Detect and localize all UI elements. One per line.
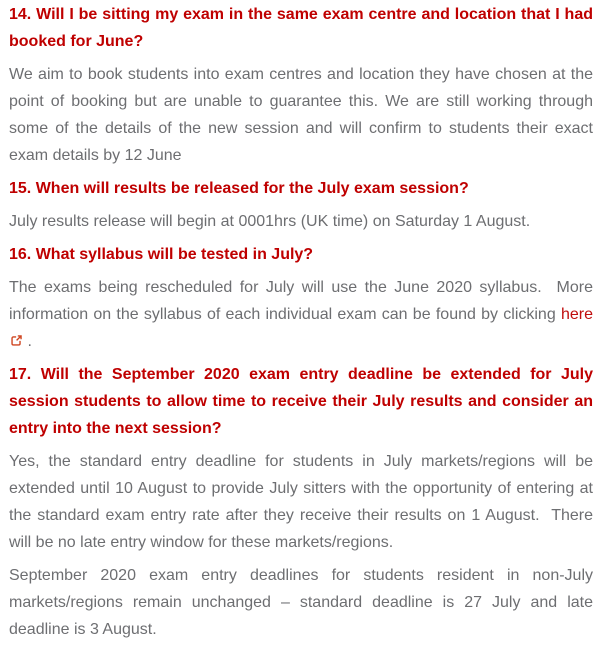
faq-answer-14: We aim to book students into exam centres and location they have chosen at the point of booking but are unable to guarantee this. We are still working through some of the details of the new session and will confirm to students their exact exam details by 12 June [9, 66, 593, 164]
syllabus-here-link[interactable]: here [560, 306, 593, 323]
answer-16-text: The exams being rescheduled for July will use the June 2020 syllabus. More information on the syllabus of each individual exam can be found by clicking [9, 279, 593, 323]
faq-question-14: 14. Will I be sitting my exam in the same exam centre and location that I had booked for June? [9, 6, 593, 50]
faq-answer-17-paragraph-2: September 2020 exam entry deadlines for students resident in non-July markets/regions remain unchanged – standard deadline is 27 July and late deadline is 3 August. [9, 567, 593, 638]
faq-question-16: 16. What syllabus will be tested in July? [9, 246, 314, 263]
faq-answer-17-paragraph-1: Yes, the standard entry deadline for students in July markets/regions will be extended until 10 August to provide July sitters with the opportunity of entering at the standard exam entry rate after they receive their results on 1 August. There will be no late entry window for these markets/regions. [9, 453, 593, 551]
external-link-icon[interactable] [10, 334, 23, 347]
faq-question-15: 15. When will results be released for the July exam session? [9, 180, 469, 197]
faq-answer-16 [9, 274, 593, 355]
faq-question-17: 17. Will the September 2020 exam entry deadline be extended for July session students to allow time to receive their July results and consider an entry into the next session? [9, 366, 593, 437]
faq-answer-15: July results release will begin at 0001hrs (UK time) on Saturday 1 August. [9, 213, 531, 230]
answer-16-text-suffix: . [23, 333, 32, 350]
